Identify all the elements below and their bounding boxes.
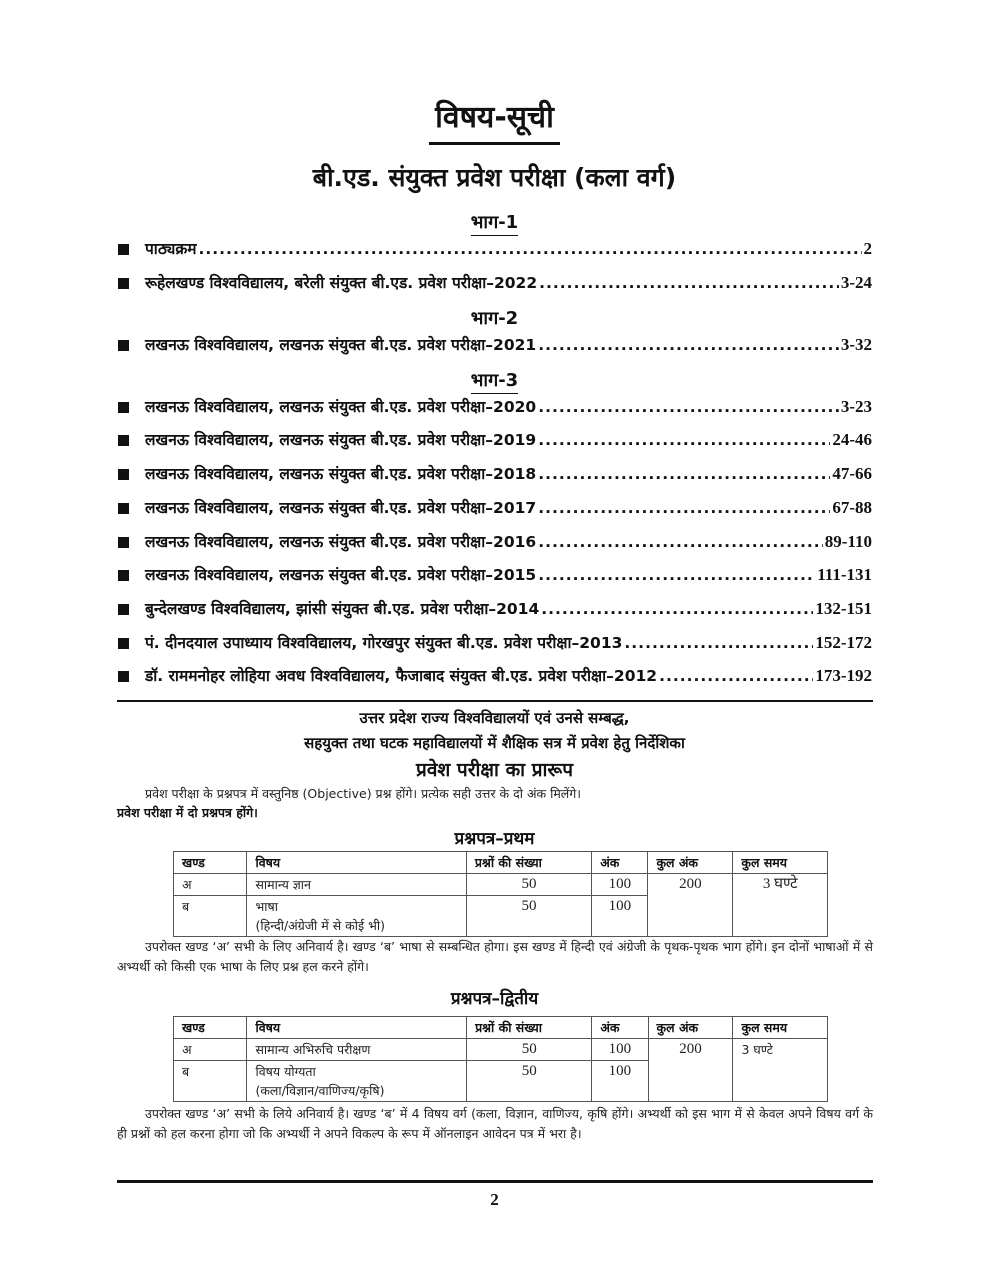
square-bullet-icon xyxy=(118,435,129,446)
toc-entry[interactable] xyxy=(118,271,872,295)
toc-entry-title: लखनऊ विश्वविद्यालय, लखनऊ संयुक्त बी.एड. प्रवेश परीक्षा–2017 xyxy=(145,499,537,517)
toc-entry-pages: 24-46 xyxy=(832,430,872,449)
square-bullet-icon xyxy=(118,537,129,548)
total-marks: 200 xyxy=(648,874,733,937)
toc-entry-pages: 152-172 xyxy=(815,633,872,652)
toc-entry-pages: 111-131 xyxy=(817,565,872,584)
toc-entry-title: लखनऊ विश्वविद्यालय, लखनऊ संयुक्त बी.एड. प्रवेश परीक्षा–2018 xyxy=(145,465,537,483)
paper2-title: प्रश्नपत्र–द्वितीय xyxy=(450,989,539,1009)
dot-leader xyxy=(538,333,839,357)
dot-leader xyxy=(539,271,839,295)
table-row: अ सामान्य ज्ञान 50 100 200 3 घण्टे xyxy=(174,874,828,896)
part-heading-1: भाग-1 xyxy=(0,210,989,236)
toc-entry[interactable] xyxy=(118,395,872,419)
table-header-row: खण्ड विषय प्रश्नों की संख्या अंक कुल अंक कुल समय xyxy=(174,1017,828,1039)
paper1-note: उपरोक्त खण्ड ‘अ’ सभी के लिए अनिवार्य है। खण्ड ‘ब’ भाषा से सम्बन्धित होगा। इस खण्ड में हिन्दी एवं अंग्रेजी के पृथक-पृथक भाग होंगे। इन दोनों भाषाओं में से अभ्यर्थी को किसी एक भाषा के लिए प्रश्न हल करने होंगे। xyxy=(117,939,873,974)
toc-entry-pages: 2 xyxy=(863,239,872,258)
guide-heading-line1: उत्तर प्रदेश राज्य विश्वविद्यालयों एवं उनसे सम्बद्ध, xyxy=(359,709,630,727)
toc-entry-pages: 3-23 xyxy=(840,397,872,416)
square-bullet-icon xyxy=(118,604,129,615)
exam-format-intro: प्रवेश परीक्षा के प्रश्नपत्र में वस्तुनिष्ठ (Objective) प्रश्न होंगे। प्रत्येक सही उत्तर के दो अंक मिलेंगे। xyxy=(145,786,582,801)
dot-leader xyxy=(538,563,815,587)
toc-entry[interactable] xyxy=(118,597,872,621)
section-divider xyxy=(117,700,873,702)
paper2-table xyxy=(173,1016,828,1102)
toc-entry-title: लखनऊ विश्वविद्यालय, लखनऊ संयुक्त बी.एड. प्रवेश परीक्षा–2019 xyxy=(145,431,537,449)
two-papers-note: प्रवेश परीक्षा में दो प्रश्नपत्र होंगे। xyxy=(117,805,258,820)
toc-entry[interactable] xyxy=(118,563,872,587)
toc-entry-pages: 47-66 xyxy=(832,464,872,483)
toc-entry-title: लखनऊ विश्वविद्यालय, लखनऊ संयुक्त बी.एड. प्रवेश परीक्षा–2021 xyxy=(145,336,537,354)
dot-leader xyxy=(538,530,823,554)
toc-entry[interactable] xyxy=(118,496,872,520)
total-marks: 200 xyxy=(648,1039,733,1102)
toc-entry[interactable] xyxy=(118,237,872,261)
toc-entry-title: बुन्देलखण्ड विश्वविद्यालय, झांसी संयुक्त बी.एड. प्रवेश परीक्षा–2014 xyxy=(145,600,540,618)
toc-entry-title: पाठ्यक्रम xyxy=(145,240,197,258)
dot-leader xyxy=(624,631,813,655)
page-number: 2 xyxy=(490,1190,499,1209)
total-time: 3 घण्टे xyxy=(733,1039,828,1102)
footer-divider xyxy=(117,1180,873,1183)
dot-leader xyxy=(538,428,830,452)
dot-leader xyxy=(538,395,839,419)
paper2-note: उपरोक्त खण्ड ‘अ’ सभी के लिये अनिवार्य है। खण्ड ‘ब’ में 4 विषय वर्ग (कला, विज्ञान, वाणिज्य, कृषि होंगे। अभ्यर्थी को इस भाग में से केवल अपने विषय वर्ग के ही प्रश्नों को हल करना होगा जो कि अभ्यर्थी ने अपने विकल्प के रूप में ऑनलाइन आवेदन पत्र में भरा है। xyxy=(117,1106,873,1141)
toc-entry-pages: 3-24 xyxy=(840,273,872,292)
page-subtitle: बी.एड. संयुक्त प्रवेश परीक्षा (कला वर्ग) xyxy=(312,163,677,192)
toc-entry-pages: 132-151 xyxy=(815,599,872,618)
toc-entry-pages: 67-88 xyxy=(832,498,872,517)
square-bullet-icon xyxy=(118,244,129,255)
toc-entry[interactable] xyxy=(118,333,872,357)
square-bullet-icon xyxy=(118,402,129,413)
toc-entry-pages: 3-32 xyxy=(840,335,872,354)
dot-leader xyxy=(659,664,813,688)
square-bullet-icon xyxy=(118,671,129,682)
toc-entry-title: लखनऊ विश्वविद्यालय, लखनऊ संयुक्त बी.एड. प्रवेश परीक्षा–2020 xyxy=(145,398,537,416)
exam-format-title: प्रवेश परीक्षा का प्रारूप xyxy=(416,759,573,781)
dot-leader xyxy=(541,597,813,621)
square-bullet-icon xyxy=(118,340,129,351)
square-bullet-icon xyxy=(118,278,129,289)
paper1-title: प्रश्नपत्र–प्रथम xyxy=(454,829,535,849)
toc-entry[interactable] xyxy=(118,631,872,655)
dot-leader xyxy=(199,237,862,261)
toc-entry[interactable] xyxy=(118,530,872,554)
dot-leader xyxy=(538,496,830,520)
toc-entry-title: पं. दीनदयाल उपाध्याय विश्वविद्यालय, गोरखपुर संयुक्त बी.एड. प्रवेश परीक्षा–2013 xyxy=(145,634,623,652)
dot-leader xyxy=(538,462,830,486)
paper1-table xyxy=(173,851,828,937)
square-bullet-icon xyxy=(118,503,129,514)
guide-heading-line2: सहयुक्त तथा घटक महाविद्यालयों में शैक्षिक सत्र में प्रवेश हेतु निर्देशिका xyxy=(304,734,685,752)
page-title: विषय-सूची xyxy=(0,95,989,145)
toc-entry[interactable] xyxy=(118,664,872,688)
table-header-row: खण्ड विषय प्रश्नों की संख्या अंक कुल अंक कुल समय xyxy=(174,852,828,874)
toc-entry-pages: 173-192 xyxy=(815,666,872,685)
toc-entry[interactable] xyxy=(118,428,872,452)
table-row: अ सामान्य अभिरुचि परीक्षण 50 100 200 3 घण्टे xyxy=(174,1039,828,1061)
part-heading-2: भाग-2 xyxy=(470,308,519,329)
total-time: 3 घण्टे xyxy=(733,874,828,937)
square-bullet-icon xyxy=(118,638,129,649)
square-bullet-icon xyxy=(118,570,129,581)
toc-entry-title: लखनऊ विश्वविद्यालय, लखनऊ संयुक्त बी.एड. प्रवेश परीक्षा–2015 xyxy=(145,566,537,584)
part-heading-3: भाग-3 xyxy=(0,368,989,394)
table-row: ब भाषा (हिन्दी/अंग्रेजी में से कोई भी) 50 100 xyxy=(174,896,828,937)
toc-entry-pages: 89-110 xyxy=(824,532,872,551)
toc-entry-title: रूहेलखण्ड विश्वविद्यालय, बरेली संयुक्त बी.एड. प्रवेश परीक्षा–2022 xyxy=(145,274,538,292)
toc-entry-title: लखनऊ विश्वविद्यालय, लखनऊ संयुक्त बी.एड. प्रवेश परीक्षा–2016 xyxy=(145,533,537,551)
toc-entry-title: डॉ. राममनोहर लोहिया अवध विश्वविद्यालय, फैजाबाद संयुक्त बी.एड. प्रवेश परीक्षा–2012 xyxy=(145,667,658,685)
table-row: ब विषय योग्यता (कला/विज्ञान/वाणिज्य/कृषि) 50 100 xyxy=(174,1061,828,1102)
toc-entry[interactable] xyxy=(118,462,872,486)
square-bullet-icon xyxy=(118,469,129,480)
